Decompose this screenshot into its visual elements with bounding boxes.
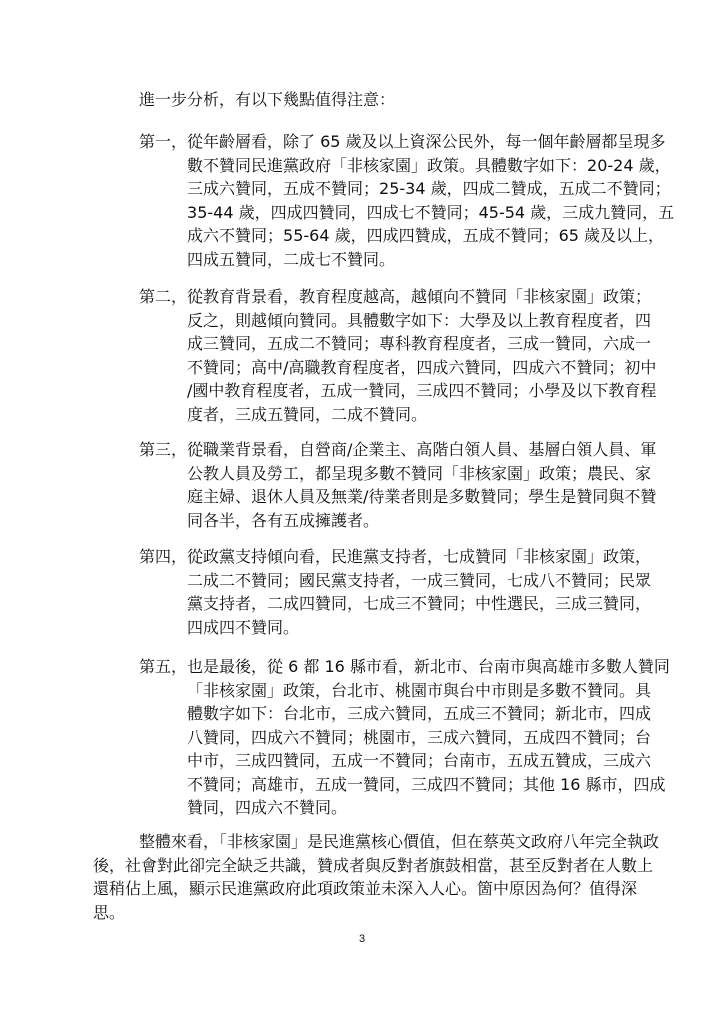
point-4-line: 四成四不贊同。	[187, 617, 300, 637]
point-3-line: 公教人員及勞工，都呈現多數不贊同「非核家園」政策；農民、家	[187, 463, 652, 483]
point-3-line: 同各半，各有五成擁護者。	[187, 510, 380, 530]
point-5-line: 體數字如下：台北市，三成六贊同，五成三不贊同；新北市，四成	[187, 704, 652, 723]
point-2-line: 成三贊同，五成二不贊同；專科教育程度者，三成一贊同，六成一	[187, 334, 652, 353]
point-1-body	[187, 130, 674, 271]
point-2-line: 從教育背景看，教育程度越高，越傾向不贊同「非核家園」政策；	[187, 287, 652, 306]
point-5-line: 八贊同，四成六不贊同；桃園市，三成六贊同，五成四不贊同；台	[187, 727, 652, 747]
page-number: 3	[358, 933, 366, 945]
point-2	[139, 285, 657, 426]
conclusion-line: 思。	[93, 902, 126, 922]
point-4-line: 從政黨支持傾向看，民進黨支持者，七成贊同「非核家園」政策，	[187, 547, 652, 566]
conclusion-line: 後，社會對此卻完全缺乏共識，贊成者與反對者旗鼓相當，甚至反對者在人數上	[93, 855, 654, 875]
point-5	[139, 655, 670, 820]
point-3	[139, 438, 657, 532]
point-3-line: 庭主婦、退休人員及無業/待業者則是多數贊同；學生是贊同與不贊	[187, 487, 657, 506]
conclusion-line: 還稍佔上風，顯示民進黨政府此項政策並未深入人心。箇中原因為何？值得深	[93, 879, 638, 898]
conclusion-paragraph	[93, 830, 659, 924]
point-2-line: 不贊同；高中/高職教育程度者，四成六贊同，四成六不贊同；初中	[187, 357, 657, 377]
point-2-body	[187, 285, 656, 426]
point-1-line: 成六不贊同；55-64 歲，四成四贊成，五成不贊同；65 歲及以上，	[187, 226, 665, 245]
point-5-label: 第五，	[139, 657, 188, 676]
point-5-line: 贊同，四成六不贊同。	[187, 798, 348, 817]
intro-text: 進一步分析，有以下幾點值得注意：	[139, 90, 396, 109]
point-1-line: 三成六贊同，五成不贊同；25-34 歲，四成二贊成，五成二不贊同；	[187, 179, 671, 198]
point-2-line: 度者，三成五贊同，二成不贊同。	[187, 404, 428, 424]
point-2-label: 第二，	[139, 287, 188, 306]
point-3-line: 從職業背景看，自營商/企業主、高階白領人員、基層白領人員、軍	[187, 440, 657, 459]
point-4-body	[187, 545, 651, 639]
point-2-line: 反之，則越傾向贊同。具體數字如下：大學及以上教育程度者，四	[187, 310, 652, 330]
point-1-line: 35-44 歲，四成四贊同，四成七不贊同；45-54 歲，三成九贊同，五	[187, 202, 675, 222]
point-3-label: 第三，	[139, 440, 188, 459]
point-5-line: 不贊同；高雄市，五成一贊同，三成四不贊同；其他 16 縣市，四成	[187, 774, 666, 794]
point-1-label: 第一，	[139, 132, 188, 151]
point-1-line: 四成五贊同，二成七不贊同。	[187, 249, 396, 269]
point-1	[139, 130, 675, 271]
point-4-line: 黨支持者，二成四贊同，七成三不贊同；中性選民，三成三贊同，	[187, 594, 652, 613]
point-4-label: 第四，	[139, 547, 188, 566]
point-5-line: 「非核家園」政策，台北市、桃園市與台中市則是多數不贊同。具	[187, 680, 652, 700]
point-1-line: 從年齡層看，除了 65 歲及以上資深公民外，每一個年齡層都呈現多	[187, 132, 666, 151]
point-1-line: 數不贊同民進黨政府「非核家園」政策。具體數字如下：20-24 歲，	[187, 155, 671, 175]
point-5-body	[187, 655, 670, 820]
point-3-body	[187, 438, 656, 532]
point-2-line: /國中教育程度者，五成一贊同，三成四不贊同；小學及以下教育程	[187, 381, 657, 400]
point-5-line: 也是最後，從 6 都 16 縣市看，新北市、台南市與高雄市多數人贊同	[187, 657, 670, 676]
point-4-line: 二成二不贊同；國民黨支持者，一成三贊同，七成八不贊同；民眾	[187, 570, 652, 590]
point-4	[139, 545, 652, 639]
conclusion-line: 整體來看，「非核家園」是民進黨核心價值，但在蔡英文政府八年完全執政	[139, 832, 660, 851]
point-5-line: 中市，三成四贊同，五成一不贊同；台南市，五成五贊成，三成六	[187, 751, 652, 770]
